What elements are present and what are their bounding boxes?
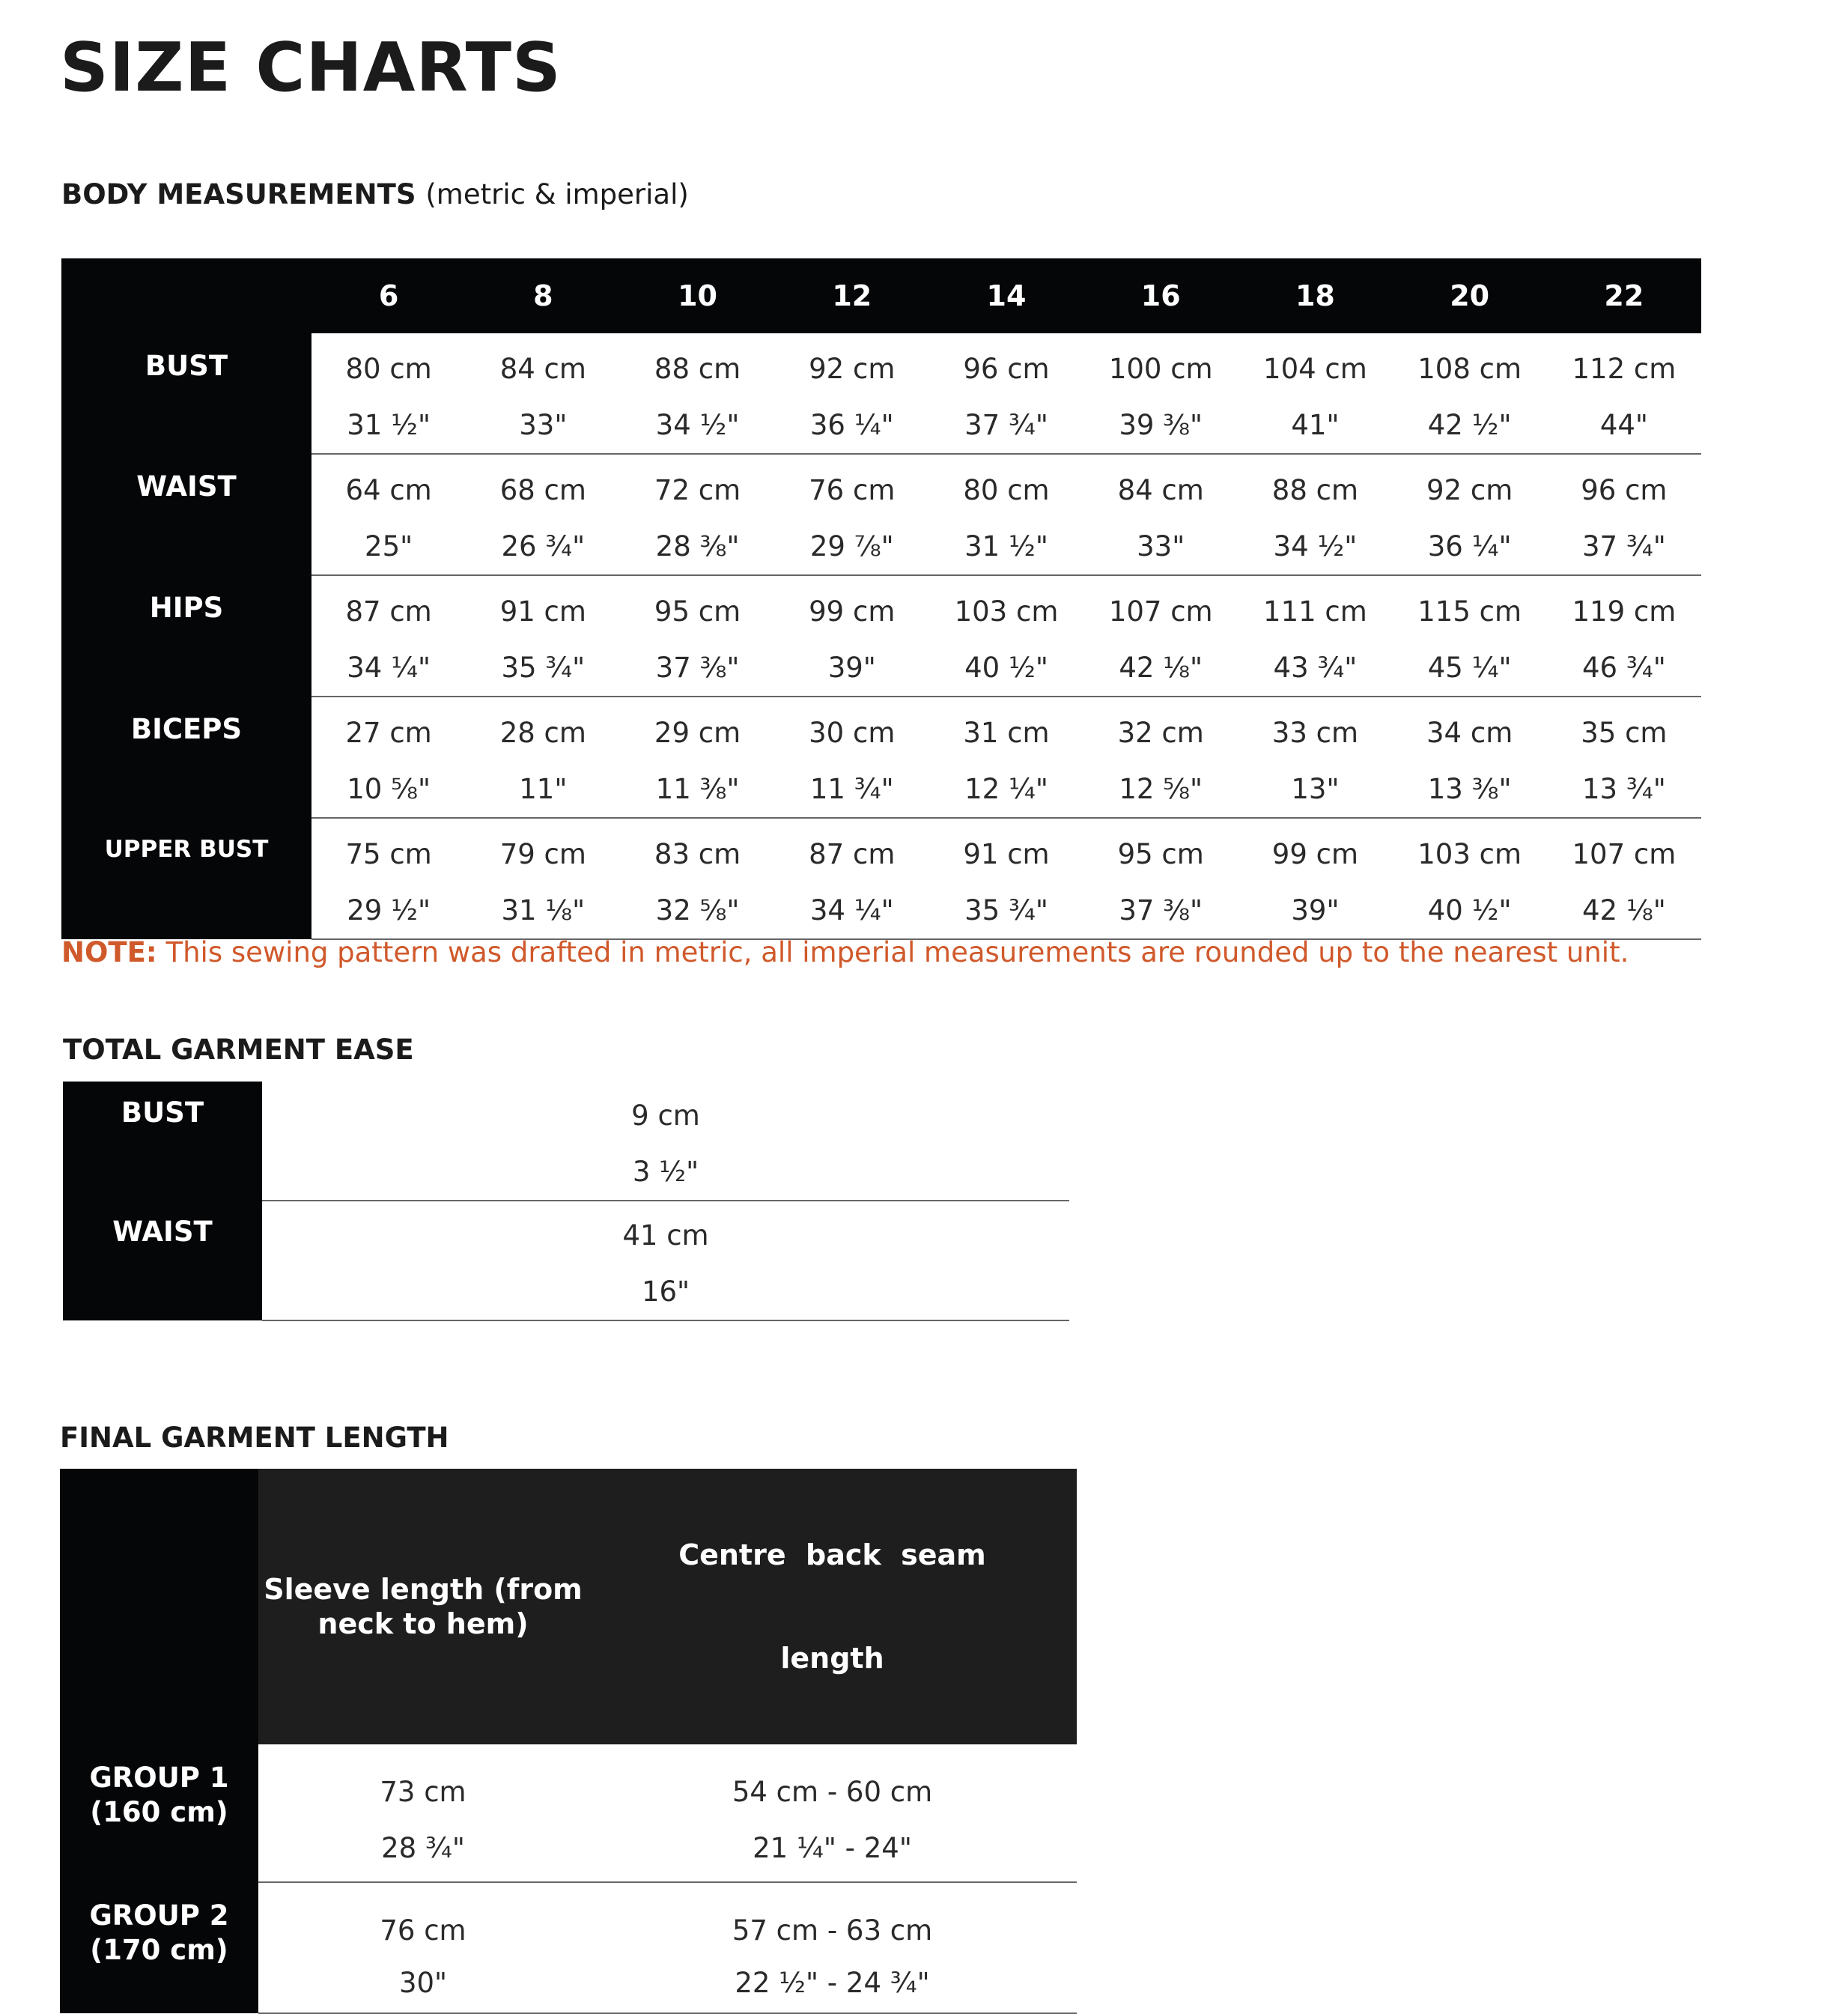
row-label-bust: BUST (63, 1082, 262, 1201)
imperial-cell: 13 ⅜" (1393, 761, 1547, 818)
metric-cell: 87 cm (809, 838, 896, 870)
metric-cell: 112 cm (1572, 353, 1677, 385)
imperial-cell: 32 ⅝" (620, 882, 774, 939)
row-label-bust: BUST (61, 333, 311, 454)
imperial-cell: 43 ¾" (1238, 640, 1392, 697)
header-line: Sleeve length (from (264, 1573, 583, 1606)
back-seam-imperial-cell: 22 ½" - 24 ¾" (588, 1953, 1077, 2013)
imperial-cell: 11 ¾" (775, 761, 929, 818)
header-corner (61, 258, 311, 333)
imperial-cell: 29 ½" (311, 882, 466, 939)
table-row-hips-metric (61, 575, 1701, 640)
imperial-cell: 11" (466, 761, 620, 818)
size-header: 14 (929, 258, 1083, 333)
back-seam-metric-cell: 54 cm - 60 cm (732, 1776, 933, 1808)
column-header-sleeve-length (258, 1469, 588, 1744)
page-title: SIZE CHARTS (60, 28, 562, 107)
metric-cell: 91 cm (499, 595, 586, 628)
table-row-biceps-metric (61, 697, 1701, 761)
metric-cell: 41 cm (622, 1219, 709, 1252)
metric-note (61, 936, 1629, 968)
imperial-cell: 42 ⅛" (1083, 640, 1238, 697)
garment-length-table (60, 1469, 1077, 2014)
imperial-cell: 16" (262, 1264, 1069, 1320)
metric-cell: 79 cm (499, 838, 586, 870)
metric-cell: 30 cm (809, 717, 896, 749)
metric-cell: 64 cm (345, 474, 432, 506)
size-header: 12 (775, 258, 929, 333)
body-measurements-table (61, 258, 1701, 940)
metric-cell: 76 cm (809, 474, 896, 506)
imperial-cell: 39" (775, 640, 929, 697)
size-header: 20 (1393, 258, 1547, 333)
metric-cell: 99 cm (1271, 838, 1359, 870)
size-header: 16 (1083, 258, 1238, 333)
metric-cell: 115 cm (1417, 595, 1522, 628)
imperial-cell: 10 ⅝" (311, 761, 466, 818)
metric-cell: 84 cm (499, 353, 586, 385)
garment-ease-heading: TOTAL GARMENT EASE (63, 1034, 414, 1066)
imperial-cell: 46 ¾" (1547, 640, 1701, 697)
row-label-hips: HIPS (61, 575, 311, 697)
metric-cell: 83 cm (654, 838, 741, 870)
metric-cell: 95 cm (654, 595, 741, 628)
length-row-group2-metric (60, 1882, 1077, 1953)
row-label-waist: WAIST (61, 454, 311, 575)
imperial-cell: 31 ½" (311, 397, 466, 454)
imperial-cell: 34 ¼" (311, 640, 466, 697)
metric-cell: 33 cm (1271, 717, 1359, 749)
body-measurements-subtitle: (metric & imperial) (425, 178, 689, 210)
imperial-cell: 42 ½" (1393, 397, 1547, 454)
metric-cell: 103 cm (954, 595, 1059, 628)
metric-cell: 35 cm (1581, 717, 1668, 749)
imperial-cell: 12 ¼" (929, 761, 1083, 818)
length-header-row (60, 1469, 1077, 1744)
group-name: GROUP 1 (89, 1762, 229, 1794)
back-seam-metric-cell: 57 cm - 63 cm (732, 1914, 933, 1947)
garment-ease-table (63, 1082, 1069, 1321)
metric-cell: 100 cm (1108, 353, 1213, 385)
imperial-cell: 35 ¾" (929, 882, 1083, 939)
metric-cell: 32 cm (1117, 717, 1204, 749)
metric-cell: 27 cm (345, 717, 432, 749)
imperial-cell: 37 ¾" (929, 397, 1083, 454)
imperial-cell: 34 ½" (620, 397, 774, 454)
metric-cell: 95 cm (1117, 838, 1204, 870)
imperial-cell: 31 ½" (929, 518, 1083, 575)
metric-cell: 88 cm (1271, 474, 1359, 506)
imperial-cell: 11 ⅜" (620, 761, 774, 818)
note-label: NOTE: (61, 936, 157, 968)
garment-length-heading: FINAL GARMENT LENGTH (60, 1422, 449, 1454)
metric-cell: 75 cm (345, 838, 432, 870)
imperial-cell: 13 ¾" (1547, 761, 1701, 818)
sleeve-imperial-cell: 28 ¾" (258, 1814, 588, 1882)
size-header-row (61, 258, 1701, 333)
metric-cell: 29 cm (654, 717, 741, 749)
imperial-cell: 37 ⅜" (620, 640, 774, 697)
metric-cell: 34 cm (1426, 717, 1513, 749)
size-header: 6 (311, 258, 466, 333)
metric-cell: 31 cm (963, 717, 1050, 749)
imperial-cell: 37 ¾" (1547, 518, 1701, 575)
imperial-cell: 45 ¼" (1393, 640, 1547, 697)
metric-cell: 104 cm (1263, 353, 1367, 385)
table-row-upper-bust-metric (61, 818, 1701, 882)
ease-row-bust-metric (63, 1082, 1069, 1144)
imperial-cell: 35 ¾" (466, 640, 620, 697)
imperial-cell: 12 ⅝" (1083, 761, 1238, 818)
imperial-cell: 42 ⅛" (1547, 882, 1701, 939)
note-text: This sewing pattern was drafted in metric, all imperial measurements are rounded up to the nearest unit. (156, 936, 1629, 968)
metric-cell: 87 cm (345, 595, 432, 628)
body-measurements-title: BODY MEASUREMENTS (61, 178, 416, 210)
imperial-cell: 33" (466, 397, 620, 454)
sleeve-metric-cell: 76 cm (380, 1914, 466, 1947)
imperial-cell: 36 ¼" (1393, 518, 1547, 575)
imperial-cell: 40 ½" (1393, 882, 1547, 939)
metric-cell: 108 cm (1417, 353, 1522, 385)
table-row-bust-metric (61, 333, 1701, 397)
row-label-group-2 (60, 1882, 258, 2013)
metric-cell: 91 cm (963, 838, 1050, 870)
size-header: 18 (1238, 258, 1392, 333)
group-height: (160 cm) (90, 1796, 228, 1828)
imperial-cell: 34 ½" (1238, 518, 1392, 575)
metric-cell: 96 cm (963, 353, 1050, 385)
imperial-cell: 3 ½" (262, 1144, 1069, 1201)
imperial-cell: 39 ⅜" (1083, 397, 1238, 454)
imperial-cell: 31 ⅛" (466, 882, 620, 939)
metric-cell: 92 cm (809, 353, 896, 385)
metric-cell: 80 cm (963, 474, 1050, 506)
metric-cell: 119 cm (1572, 595, 1677, 628)
imperial-cell: 28 ⅜" (620, 518, 774, 575)
imperial-cell: 39" (1238, 882, 1392, 939)
length-row-group1-metric (60, 1744, 1077, 1814)
metric-cell: 68 cm (499, 474, 586, 506)
metric-cell: 103 cm (1417, 838, 1522, 870)
header-line: neck to hem) (317, 1607, 529, 1640)
imperial-cell: 34 ¼" (775, 882, 929, 939)
metric-cell: 72 cm (654, 474, 741, 506)
size-header: 8 (466, 258, 620, 333)
row-label-waist: WAIST (63, 1201, 262, 1320)
body-measurements-heading (61, 178, 689, 210)
imperial-cell: 26 ¾" (466, 518, 620, 575)
imperial-cell: 44" (1547, 397, 1701, 454)
imperial-cell: 40 ½" (929, 640, 1083, 697)
header-corner (60, 1469, 258, 1744)
metric-cell: 88 cm (654, 353, 741, 385)
header-line: Centre back seam (678, 1538, 986, 1571)
size-header: 10 (620, 258, 774, 333)
metric-cell: 84 cm (1117, 474, 1204, 506)
metric-cell: 96 cm (1581, 474, 1668, 506)
group-name: GROUP 2 (89, 1899, 229, 1932)
row-label-group-1 (60, 1744, 258, 1882)
metric-cell: 9 cm (631, 1099, 700, 1132)
back-seam-imperial-cell: 21 ¼" - 24" (588, 1814, 1077, 1882)
imperial-cell: 25" (311, 518, 466, 575)
metric-cell: 107 cm (1572, 838, 1677, 870)
column-header-centre-back-seam (588, 1469, 1077, 1744)
metric-cell: 80 cm (345, 353, 432, 385)
imperial-cell: 13" (1238, 761, 1392, 818)
header-line: length (780, 1642, 884, 1675)
sleeve-metric-cell: 73 cm (380, 1776, 466, 1808)
imperial-cell: 41" (1238, 397, 1392, 454)
imperial-cell: 33" (1083, 518, 1238, 575)
imperial-cell: 29 ⅞" (775, 518, 929, 575)
imperial-cell: 36 ¼" (775, 397, 929, 454)
sleeve-imperial-cell: 30" (258, 1953, 588, 2013)
metric-cell: 111 cm (1263, 595, 1367, 628)
group-height: (170 cm) (90, 1934, 228, 1966)
imperial-cell: 37 ⅜" (1083, 882, 1238, 939)
row-label-biceps: BICEPS (61, 697, 311, 818)
size-header: 22 (1547, 258, 1701, 333)
metric-cell: 92 cm (1426, 474, 1513, 506)
ease-row-waist-metric (63, 1201, 1069, 1264)
metric-cell: 28 cm (499, 717, 586, 749)
metric-cell: 99 cm (809, 595, 896, 628)
row-label-upper-bust: UPPER BUST (61, 818, 311, 939)
table-row-waist-metric (61, 454, 1701, 518)
metric-cell: 107 cm (1108, 595, 1213, 628)
